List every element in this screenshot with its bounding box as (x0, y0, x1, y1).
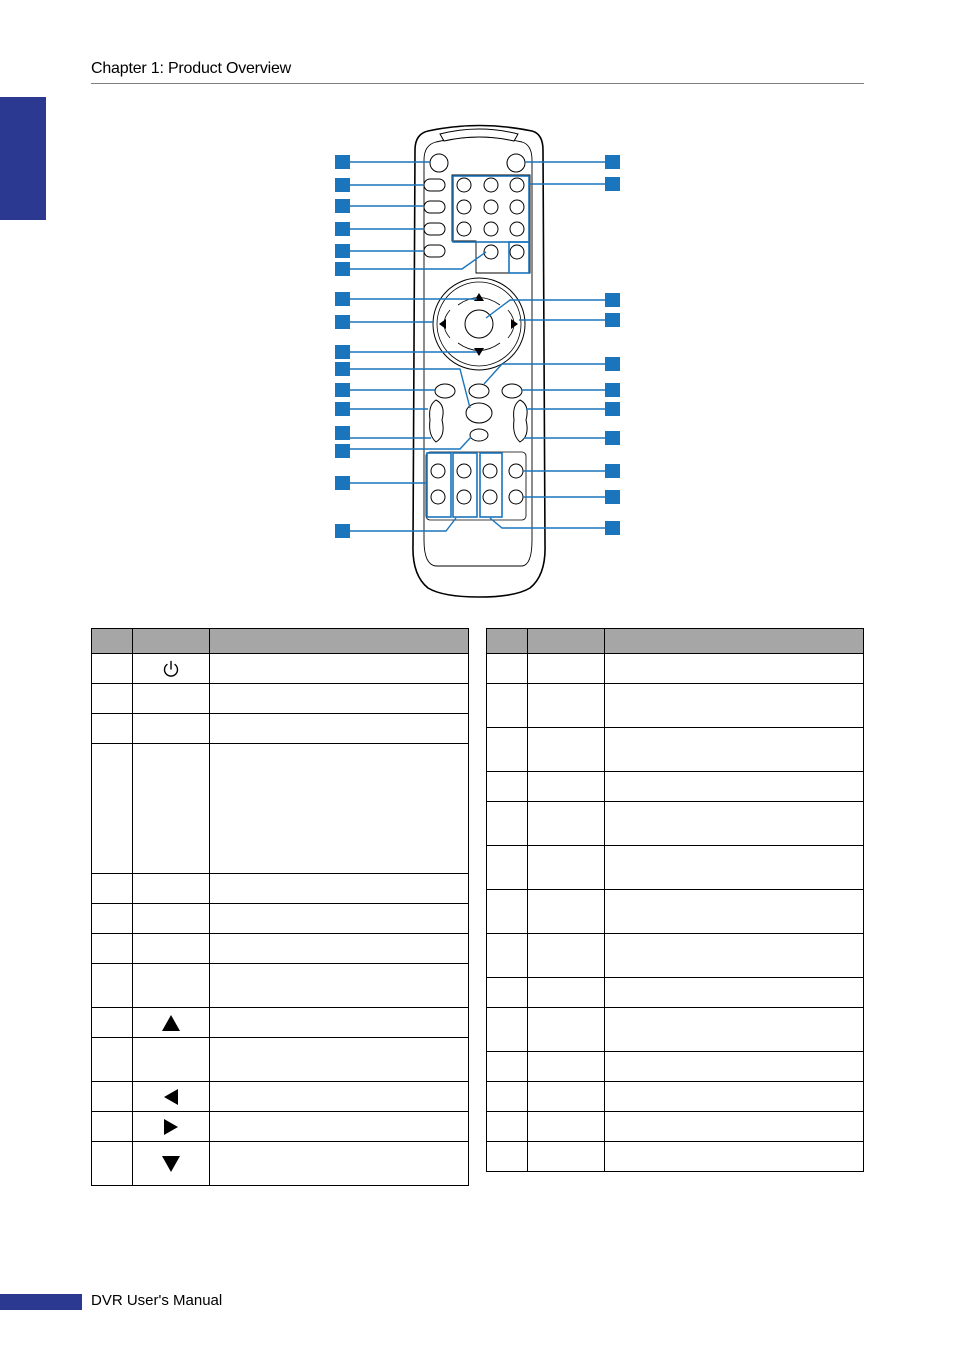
row-icon-cell (528, 684, 605, 728)
triangle-left-icon (133, 1088, 209, 1106)
row-number-cell (487, 1142, 528, 1172)
row-description-cell (210, 964, 469, 1008)
row-number-cell (487, 654, 528, 684)
row-description-cell (210, 654, 469, 684)
table-row (487, 684, 864, 728)
footer-accent-bar (0, 1294, 82, 1310)
row-description-cell (605, 654, 864, 684)
table-row (92, 1038, 469, 1082)
row-icon-cell (528, 846, 605, 890)
pill-button-2 (424, 201, 445, 213)
row-icon-cell (528, 1052, 605, 1082)
table-row (92, 1112, 469, 1142)
table-row (92, 1142, 469, 1186)
table-row (487, 1052, 864, 1082)
table-row (92, 1082, 469, 1112)
row-number-cell (92, 934, 133, 964)
row-description-cell (605, 1142, 864, 1172)
table-row (92, 904, 469, 934)
row-number-cell (92, 654, 133, 684)
row-number-cell (92, 1142, 133, 1186)
row-number-cell (92, 714, 133, 744)
row-icon-cell (133, 684, 210, 714)
table-row (92, 714, 469, 744)
row-number-cell (487, 978, 528, 1008)
row-icon-cell (528, 728, 605, 772)
table-row (92, 1008, 469, 1038)
row-number-cell (92, 744, 133, 874)
triangle-down-icon (133, 1155, 209, 1173)
table-row (487, 728, 864, 772)
row-description-cell (605, 1052, 864, 1082)
row-icon-cell (133, 654, 210, 684)
row-number-cell (487, 802, 528, 846)
row-icon-cell (133, 874, 210, 904)
pill-button-1 (424, 179, 445, 191)
row-description-cell (210, 1082, 469, 1112)
row-description-cell (605, 1112, 864, 1142)
row-description-cell (210, 684, 469, 714)
row-number-cell (487, 1082, 528, 1112)
row-icon-cell (133, 1112, 210, 1142)
row-number-cell (487, 1052, 528, 1082)
row-icon-cell (133, 964, 210, 1008)
mid-button-center (469, 384, 489, 398)
row-number-cell (92, 874, 133, 904)
triangle-up-icon (133, 1014, 209, 1032)
row-description-cell (605, 890, 864, 934)
pill-button-4 (424, 245, 445, 257)
left-rocker (430, 400, 444, 442)
row-number-cell (92, 964, 133, 1008)
row-icon-cell (528, 1142, 605, 1172)
row-number-cell (487, 1112, 528, 1142)
row-number-cell (92, 1112, 133, 1142)
table-row (487, 1008, 864, 1052)
table-row (487, 846, 864, 890)
row-description-cell (210, 1038, 469, 1082)
table-row (92, 744, 469, 874)
triangle-right-icon (133, 1118, 209, 1136)
row-description-cell (210, 1142, 469, 1186)
table-row (487, 802, 864, 846)
row-icon-cell (133, 904, 210, 934)
pill-button-3 (424, 223, 445, 235)
table-row (487, 1082, 864, 1112)
mid-button-right (502, 384, 522, 398)
row-icon-cell (528, 654, 605, 684)
table-row (487, 890, 864, 934)
table-row (92, 964, 469, 1008)
row-icon-cell (133, 1142, 210, 1186)
right-reference-table (486, 628, 864, 1172)
table-header-row (92, 629, 469, 654)
row-description-cell (605, 934, 864, 978)
row-icon-cell (528, 772, 605, 802)
row-description-cell (210, 904, 469, 934)
table-row (487, 654, 864, 684)
row-number-cell (487, 890, 528, 934)
row-description-cell (605, 978, 864, 1008)
row-description-cell (210, 1008, 469, 1038)
row-icon-cell (133, 1038, 210, 1082)
row-icon-cell (528, 934, 605, 978)
row-number-cell (487, 684, 528, 728)
footer-manual-title: DVR User's Manual (91, 1292, 223, 1309)
mid-button-left (435, 384, 455, 398)
row-number-cell (92, 1008, 133, 1038)
top-right-button (507, 154, 525, 172)
table-row (487, 934, 864, 978)
table-row (487, 1112, 864, 1142)
small-center-button (470, 429, 488, 441)
row-icon-cell (133, 1082, 210, 1112)
row-icon-cell (528, 890, 605, 934)
row-description-cell (210, 934, 469, 964)
row-description-cell (605, 1082, 864, 1112)
left-reference-table (91, 628, 469, 1186)
row-icon-cell (133, 714, 210, 744)
row-icon-cell (133, 1008, 210, 1038)
row-number-cell (487, 1008, 528, 1052)
table-row (92, 874, 469, 904)
row-number-cell (487, 846, 528, 890)
power-icon (133, 659, 209, 679)
row-number-cell (487, 772, 528, 802)
row-description-cell (605, 802, 864, 846)
table-row (487, 978, 864, 1008)
row-description-cell (605, 772, 864, 802)
row-description-cell (210, 714, 469, 744)
row-icon-cell (133, 934, 210, 964)
remote-control-diagram (0, 0, 954, 620)
row-number-cell (92, 1082, 133, 1112)
row-icon-cell (528, 1112, 605, 1142)
row-icon-cell (528, 978, 605, 1008)
chapter-title: Chapter 1: Product Overview (91, 60, 292, 77)
row-icon-cell (528, 1082, 605, 1112)
row-icon-cell (528, 1008, 605, 1052)
row-description-cell (605, 1008, 864, 1052)
power-button (430, 154, 448, 172)
table-row (92, 654, 469, 684)
table-row (92, 934, 469, 964)
row-icon-cell (528, 802, 605, 846)
row-number-cell (487, 934, 528, 978)
row-description-cell (605, 684, 864, 728)
row-description-cell (605, 728, 864, 772)
table-row (487, 1142, 864, 1172)
row-number-cell (92, 1038, 133, 1082)
row-icon-cell (133, 744, 210, 874)
row-description-cell (605, 846, 864, 890)
right-rocker (514, 400, 528, 442)
row-number-cell (487, 728, 528, 772)
row-description-cell (210, 1112, 469, 1142)
row-number-cell (92, 684, 133, 714)
row-description-cell (210, 744, 469, 874)
dpad-center-button (465, 310, 493, 338)
row-description-cell (210, 874, 469, 904)
table-row (487, 772, 864, 802)
table-header-row (487, 629, 864, 654)
table-row (92, 684, 469, 714)
row-number-cell (92, 904, 133, 934)
